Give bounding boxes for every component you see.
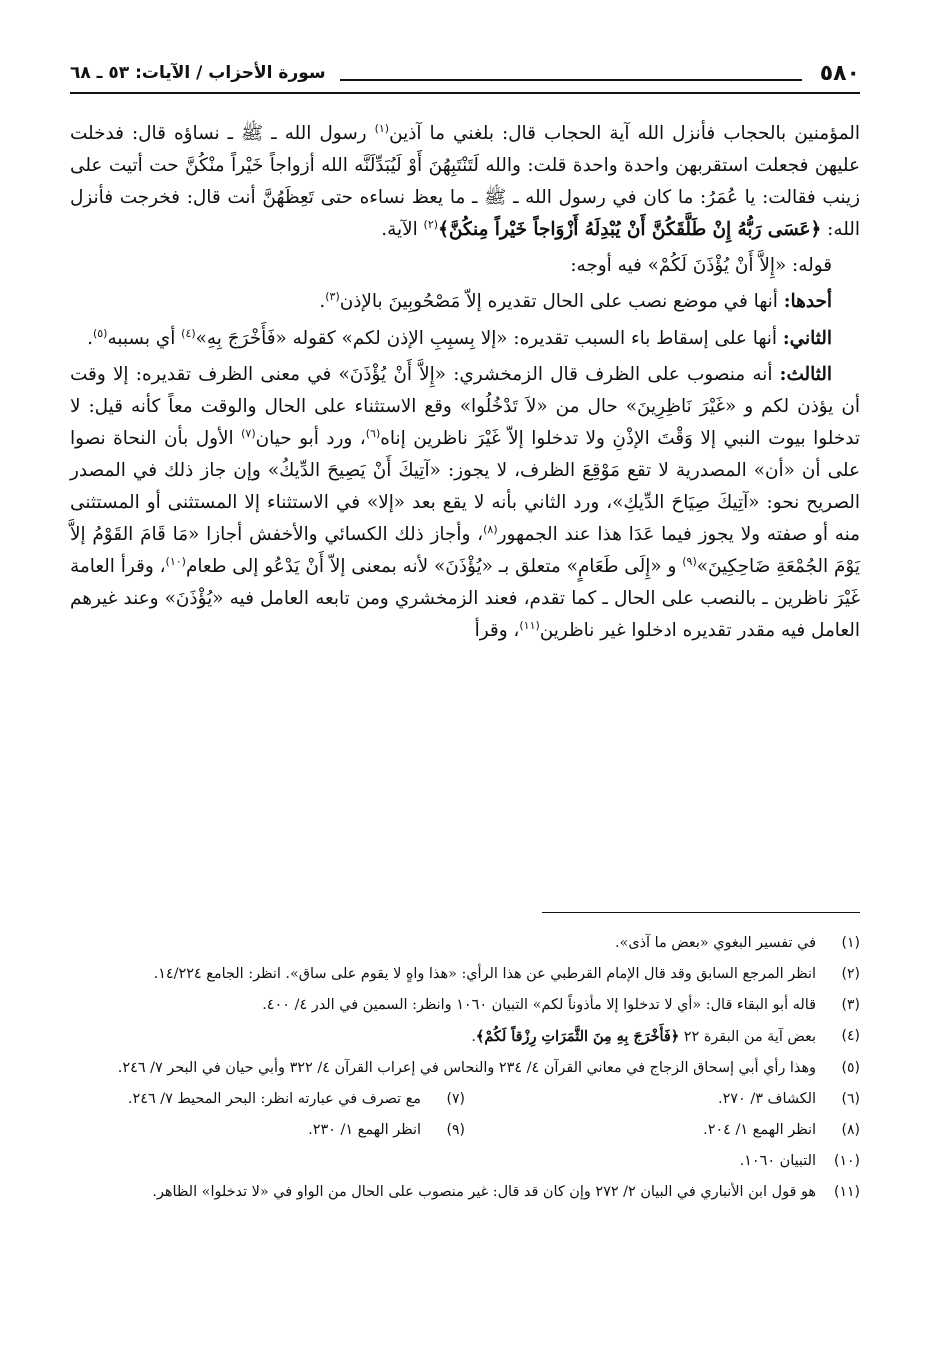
footnote-text: مع تصرف في عبارته انظر: البحر المحيط ٧/ ٢٤٦.	[127, 1091, 421, 1107]
footnotes	[70, 930, 860, 1210]
paragraph-4: الثاني: أنها على إسقاط باء السبب تقديره: «إلا بِسبِبِ الإذن لكم» كقوله «فَأَخْرَجَ بِهِ»$^{(٤)}$ أي بسببه$^{(٥)}$.	[87, 326, 832, 349]
footnote-number: (٦)	[841, 1091, 860, 1107]
footnote-number: (٣)	[841, 997, 860, 1013]
paragraph-1: المؤمنين بالحجاب فأنزل الله آية الحجاب قال: بلغني ما آذين$^{(١)}$ رسول الله ـ ﷺ ـ نساؤه قال: فدخلت عليهن فجعلت استقربهن واحدة واحدة قلت: والله لَتَنْتَبِهُنَ أَوْ لَيُبَدِّلَنَّه الله أزواجاً خَيْراً منْكُنَّ حت أتيت على زينب فقالت: يا عُمَرُ: ما كان في رسول الله ـ ﷺ ـ ما يعظ نساءه حتى تَعِظَهُنَّ أنت قال: فخرجت فأنزل الله: ﴿عَسَى رَبُّهُ إِنْ طَلَّقَكُنَّ أَنْ يُبْدِلَهُ أَزْوَاجاً خَيْراً مِنكُنَّ﴾$^{(٢)}$ الآية.	[70, 121, 860, 241]
footnote-text: انظر الهمع ١/ ٢٠٤.	[703, 1122, 816, 1138]
footnote-11	[70, 1179, 860, 1206]
footnote-ref[interactable]: (٩)	[682, 555, 697, 569]
footnote-number: (٨)	[841, 1122, 860, 1138]
main-text	[70, 118, 860, 652]
footnote-number: (١)	[841, 935, 860, 951]
footnotes-divider	[542, 912, 860, 913]
footnote-text: بعض آية من البقرة ٢٢ ﴿فَأَخْرَجَ بِهِ مِنَ الثَّمَرَاتِ رِزْقاً لَكُمْ﴾.	[471, 1028, 816, 1045]
book-page	[70, 50, 860, 1350]
footnote-text: قاله أبو البقاء قال: «أي لا تدخلوا إلا مأذوناً لكم» التبيان ١٠٦٠ وانظر: السمين في الدر ٤/ ٤٠٠.	[262, 997, 816, 1013]
section-lead: الثالث:	[779, 363, 832, 385]
footnote-text: انظر المرجع السابق وقد قال الإمام القرطبي عن هذا الرأي: «هذا واهٍ لا يقوم على ساق». انظر: الجامع ١٤/٢٢٤.	[153, 966, 816, 982]
footnote-text: انظر الهمع ١/ ٢٣٠.	[308, 1122, 421, 1138]
footnote-number: (٧)	[446, 1091, 465, 1107]
footnote-ref[interactable]: (٧)	[241, 426, 256, 440]
footnote-ref[interactable]: (١٠)	[165, 555, 186, 569]
footnote-text: الكشاف ٣/ ٢٧٠.	[718, 1091, 816, 1107]
footnote-text: وهذا رأي أبي إسحاق الزجاج في معاني القرآن ٤/ ٢٣٤ والنحاس في إعراب القرآن ٤/ ٣٢٢ وأبي حيان في البحر ٧/ ٢٤٦.	[117, 1060, 816, 1076]
footnote-3	[70, 992, 860, 1019]
footnote-10	[70, 1148, 860, 1175]
footnote-9	[70, 1117, 465, 1144]
paragraph-2: قوله: «إِلاَّ أَنْ يُؤْذَنَ لَكُمْ» فيه أوجه:	[570, 255, 832, 277]
footnote-text: التبيان ١٠٦٠.	[739, 1153, 816, 1169]
footnote-row-6-7	[70, 1086, 860, 1113]
quran-verse: ﴿عَسَى رَبُّهُ إِنْ طَلَّقَكُنَّ أَنْ يُبْدِلَهُ أَزْوَاجاً خَيْراً مِنكُنَّ﴾	[438, 219, 822, 241]
footnote-number: (٥)	[841, 1060, 860, 1076]
footnote-ref[interactable]: (٥)	[92, 326, 108, 340]
quran-verse: ﴿فَأَخْرَجَ بِهِ مِنَ الثَّمَرَاتِ رِزْقاً لَكُمْ﴾	[475, 1028, 680, 1045]
paragraph-5: الثالث: أنه منصوب على الظرف قال الزمخشري: «إِلاَّ أَنْ يُؤْذَنَ» في معنى الظرف تقديره: إلا وقت أن يؤذن لكم و «غَيْرَ نَاظِرِينَ» حال من «لاَ تَدْخُلُوا» وقع الاستثناء على الحال والوقت معاً كأنه قيل: لا تدخلوا بيوت النبي إلا وَقْتَ الإذْنِ ولا تدخلوا إلاّ غَيْرَ ناظرين إناه$^{(٦)}$، ورد أبو حيان$^{(٧)}$ الأول بأن النحاة نصوا على أن «أن» المصدرية لا تقع مَوْقِعَ الظرف، لا يجوز: «آتِيكَ أَنْ يَصِيحَ الدِّيكُ» وإن جاز ذلك في المصدر الصريح نحو: «آتِيكَ صِيَاحَ الدِّيكِ»، ورد الثاني بأنه لا يقع بعد «إلا» في الاستثناء إلا المستثنى أو المستثنى منه أو صفته ولا يجوز فيما عَدَا هذا عند الجمهور$^{(٨)}$، وأجاز ذلك الكسائي والأخفش أجازا «مَا قَامَ القَوْمُ إلاَّ يَوْمَ الجُمْعَةِ ضَاحِكِينَ»$^{(٩)}$ و «إِلَى طَعَامٍ» متعلق بـ «يُؤْذَنَ» لأنه بمعنى إلاّ أَنْ يَدْعُو إلى طعام$^{(١٠)}$، وقرأ العامة غَيْرَ ناظرين ـ بالنصب على الحال ـ كما تقدم، فعند الزمخشري ومن تابعه العامل فيه «يُؤْذَنَ» وعند غيرهم العامل فيه مقدر تقديره ادخلوا غير ناظرين$^{(١١)}$، وقرأ	[70, 363, 860, 642]
footnote-text: في تفسير البغوي «بعض ما آذى».	[614, 935, 816, 951]
section-lead: أحدها:	[783, 291, 832, 313]
page-header	[70, 56, 860, 90]
footnote-number: (٩)	[446, 1122, 465, 1138]
footnote-number: (٢)	[841, 966, 860, 982]
footnote-number: (١٠)	[834, 1153, 860, 1169]
footnote-6	[465, 1086, 860, 1113]
header-leader-line	[340, 65, 802, 81]
footnote-number: (١١)	[834, 1184, 860, 1200]
running-title: سورة الأحزاب / الآيات: ٥٣ ـ ٦٨	[70, 63, 326, 83]
footnote-1	[70, 930, 860, 957]
footnote-ref[interactable]: (٢)	[423, 218, 439, 232]
footnote-ref[interactable]: (٨)	[483, 523, 498, 536]
footnote-5	[70, 1055, 860, 1082]
footnote-ref[interactable]: (١١)	[519, 619, 540, 633]
footnote-8	[465, 1117, 860, 1144]
footnote-number: (٤)	[841, 1028, 860, 1044]
paragraph-3: أحدها: أنها في موضع نصب على الحال تقديره إلاّ مَصْحُوبِينَ بالإذن$^{(٣)}$.	[319, 290, 832, 313]
footnote-ref[interactable]: (١)	[374, 121, 390, 135]
header-divider	[70, 92, 860, 94]
footnote-4	[70, 1023, 860, 1051]
section-lead: الثاني:	[782, 327, 832, 349]
footnote-row-8-9	[70, 1117, 860, 1144]
footnote-ref[interactable]: (٤)	[181, 326, 196, 340]
footnote-ref[interactable]: (٣)	[325, 290, 340, 304]
page-number: ٥٨٠	[819, 60, 860, 86]
footnote-2	[70, 961, 860, 988]
footnote-7	[70, 1086, 465, 1113]
footnote-ref[interactable]: (٦)	[365, 426, 381, 440]
footnote-text: هو قول ابن الأنباري في البيان ٢/ ٢٧٢ وإن كان قد قال: غير منصوب على الحال من الواو في «لا تدخلوا» الظاهر.	[152, 1184, 816, 1200]
